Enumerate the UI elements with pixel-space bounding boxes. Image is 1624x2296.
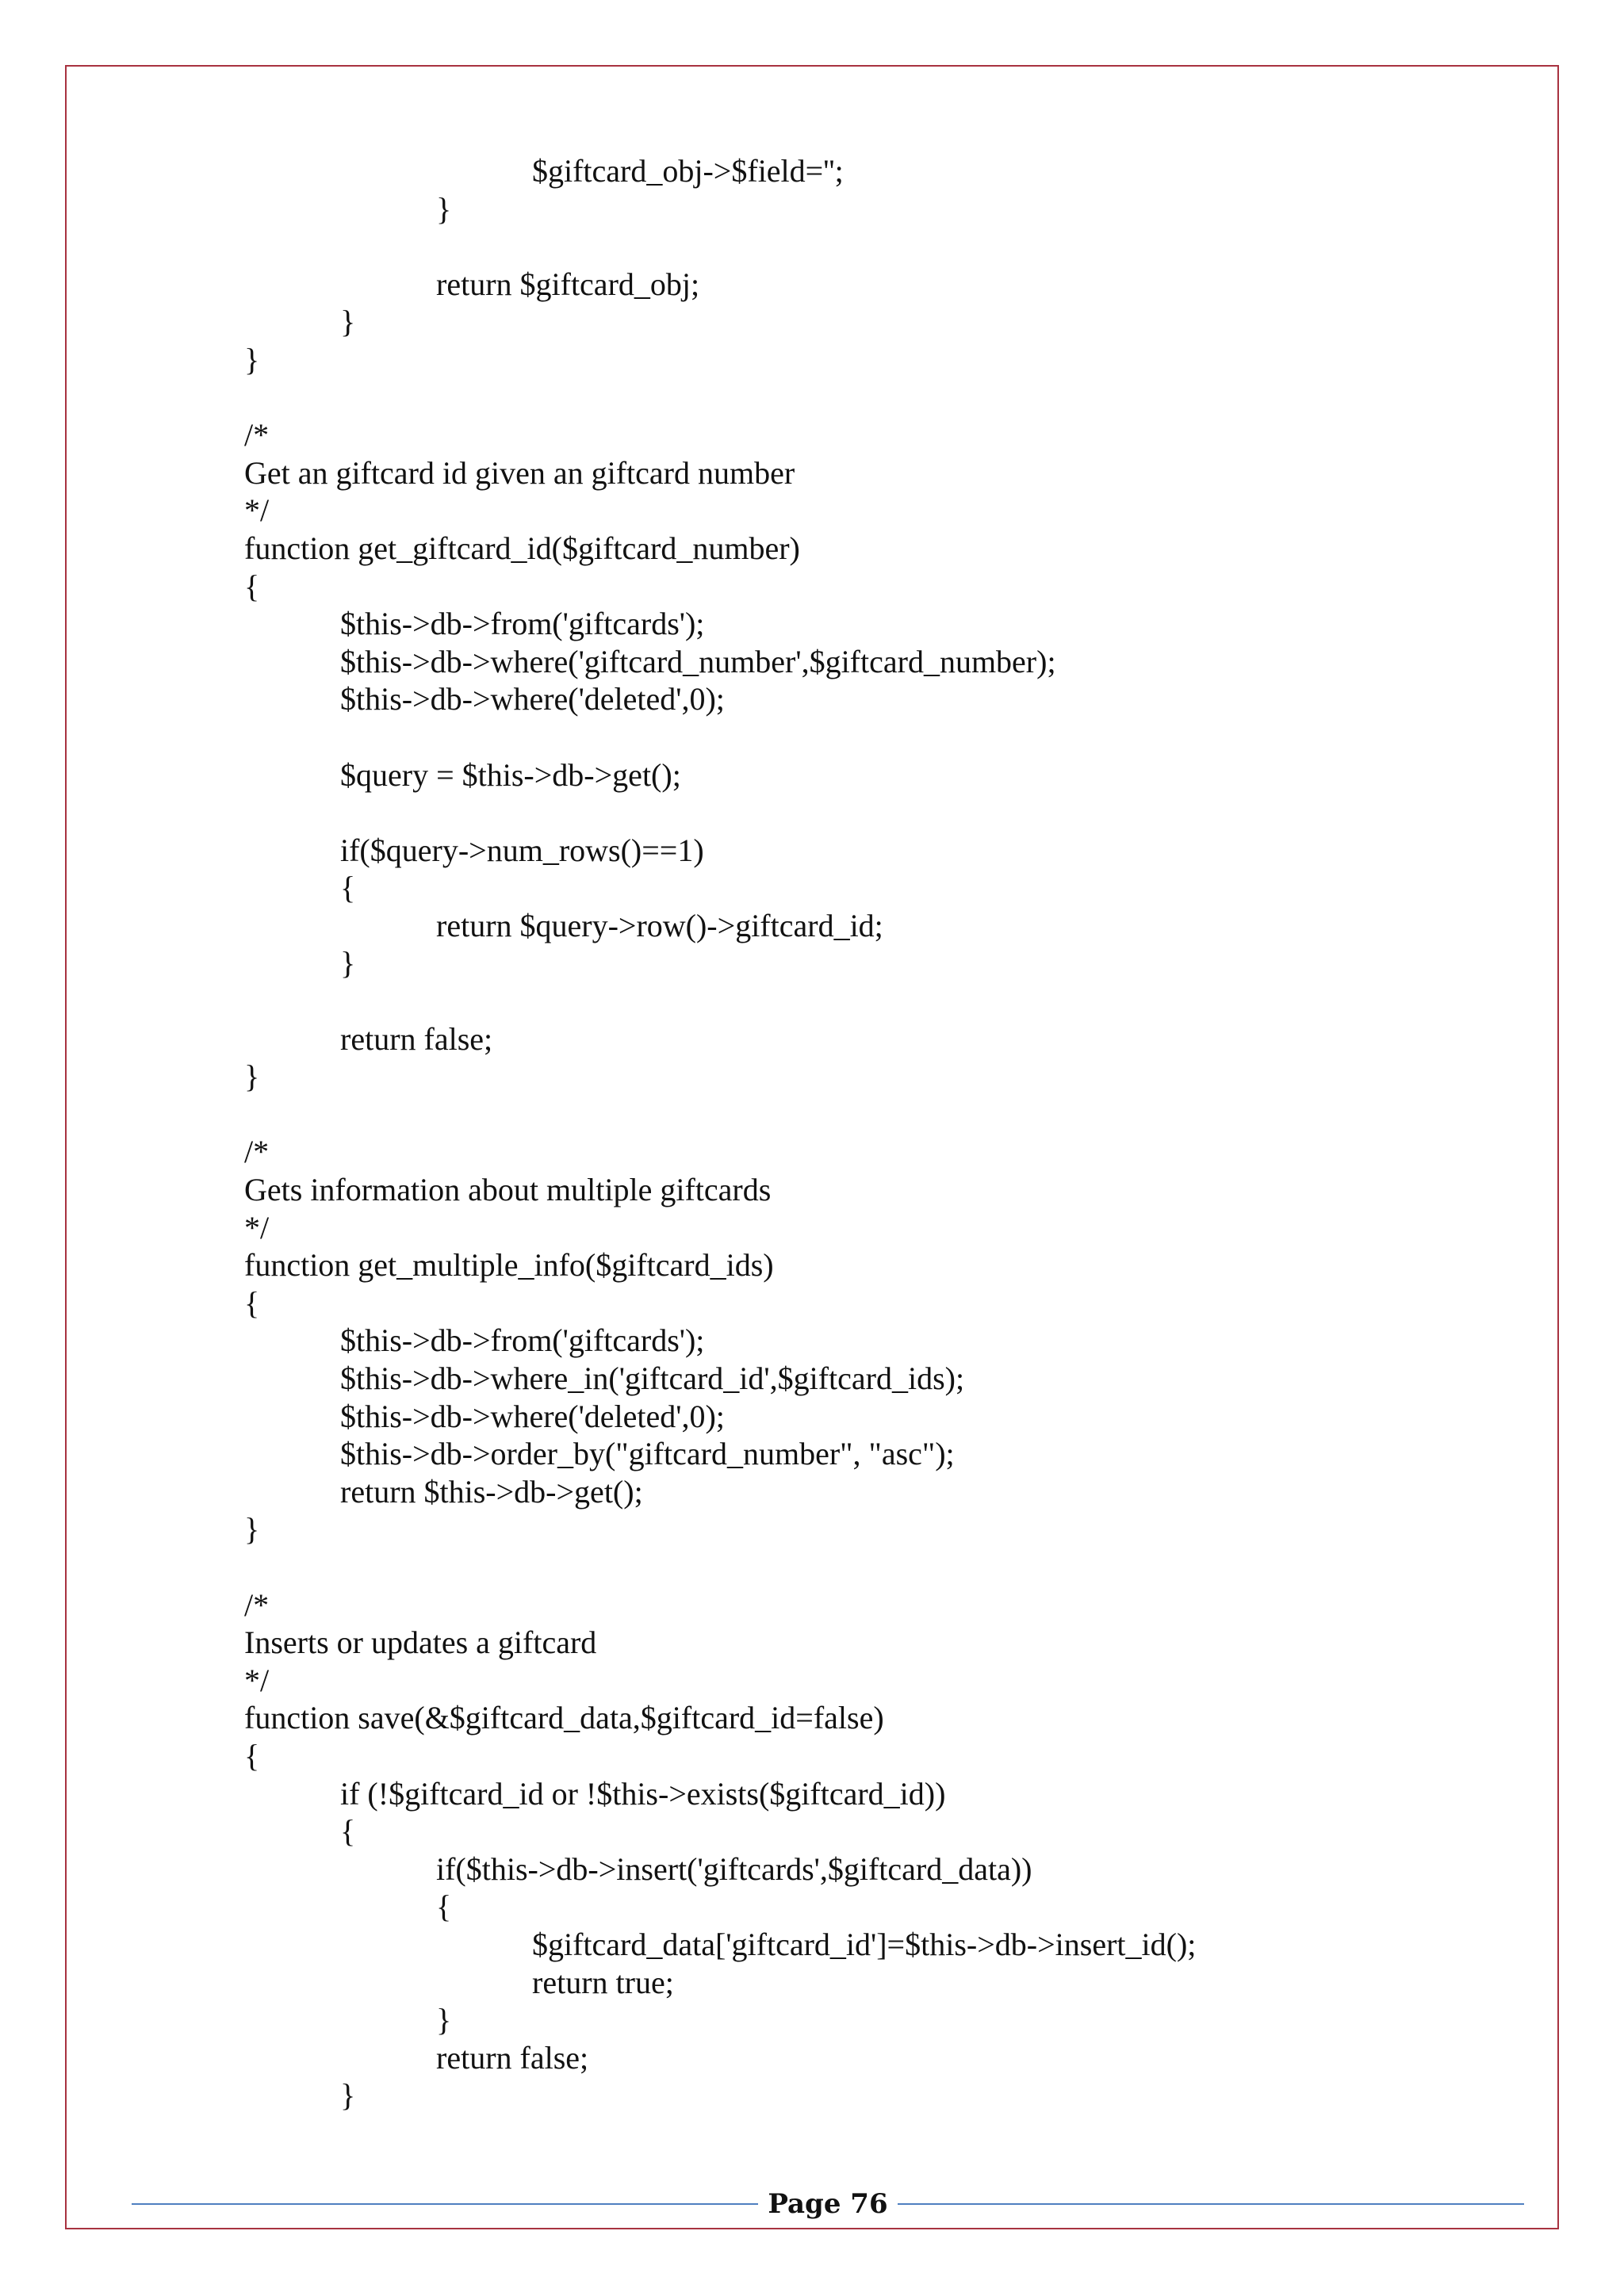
code-line: { [340,870,356,906]
footer-rule-right [898,2203,1524,2205]
code-line: return false; [436,2039,589,2076]
code-line: $giftcard_data['giftcard_id']=$this->db->insert_id(); [532,1926,1197,1962]
blank-line [0,228,1624,266]
code-line: Get an giftcard id given an giftcard number [244,454,795,491]
blank-line [0,794,1624,832]
code-line: { [244,1737,260,1774]
code-line: { [436,1888,452,1925]
code-line: function get_giftcard_id($giftcard_number) [244,530,800,566]
code-line: return false; [340,1020,493,1057]
code-line: $this->db->from('giftcards'); [340,606,705,642]
code-line: if($query->num_rows()==1) [340,832,704,868]
code-line: $this->db->where_in('giftcard_id',$giftcard_ids); [340,1360,965,1396]
code-line: $this->db->where('deleted',0); [340,681,725,718]
blank-line [0,1548,1624,1586]
code-line: */ [244,1209,270,1246]
code-line: if($this->db->insert('giftcards',$giftcard_data)) [436,1850,1032,1887]
code-line: Inserts or updates a giftcard [244,1624,597,1661]
code-line: /* [244,417,270,453]
code-line: $this->db->where('deleted',0); [340,1398,725,1434]
footer-rule-left [132,2203,758,2205]
code-line: } [244,1511,260,1548]
blank-line [0,718,1624,756]
code-line: { [244,1284,260,1321]
code-line: return true; [532,1964,674,2000]
code-line: } [340,945,356,982]
code-line: } [436,190,452,227]
page-footer [132,2184,1524,2224]
code-line: return $query->row()->giftcard_id; [436,907,883,943]
code-line: { [340,1813,356,1850]
code-line: if (!$giftcard_id or !$this->exists($giftcard_id)) [340,1775,946,1812]
code-line: } [244,341,260,377]
page-number: Page 76 [768,2188,888,2220]
blank-line [0,982,1624,1020]
code-line: } [340,2077,356,2114]
code-line: $this->db->where('giftcard_number',$giftcard_number); [340,643,1056,679]
code-line: $query = $this->db->get(); [340,756,681,793]
code-line: /* [244,1586,270,1623]
code-line: return $giftcard_obj; [436,266,700,302]
code-line: function get_multiple_info($giftcard_ids) [244,1247,774,1284]
code-line: */ [244,1662,270,1698]
code-line: { [244,568,260,604]
code-line: $giftcard_obj->$field=''; [532,153,844,189]
blank-line [0,379,1624,417]
code-line: /* [244,1134,270,1170]
code-line: function save(&$giftcard_data,$giftcard_id=false) [244,1700,884,1736]
code-line: return $this->db->get(); [340,1473,643,1510]
code-line: */ [244,492,270,529]
code-listing [0,152,1624,2114]
code-line: } [244,1058,260,1095]
code-line: } [340,304,356,340]
code-line: Gets information about multiple giftcards [244,1172,772,1208]
code-line: } [436,2002,452,2038]
code-line: $this->db->order_by("giftcard_number", "asc"); [340,1436,955,1472]
code-line: $this->db->from('giftcards'); [340,1322,705,1359]
blank-line [0,1096,1624,1134]
